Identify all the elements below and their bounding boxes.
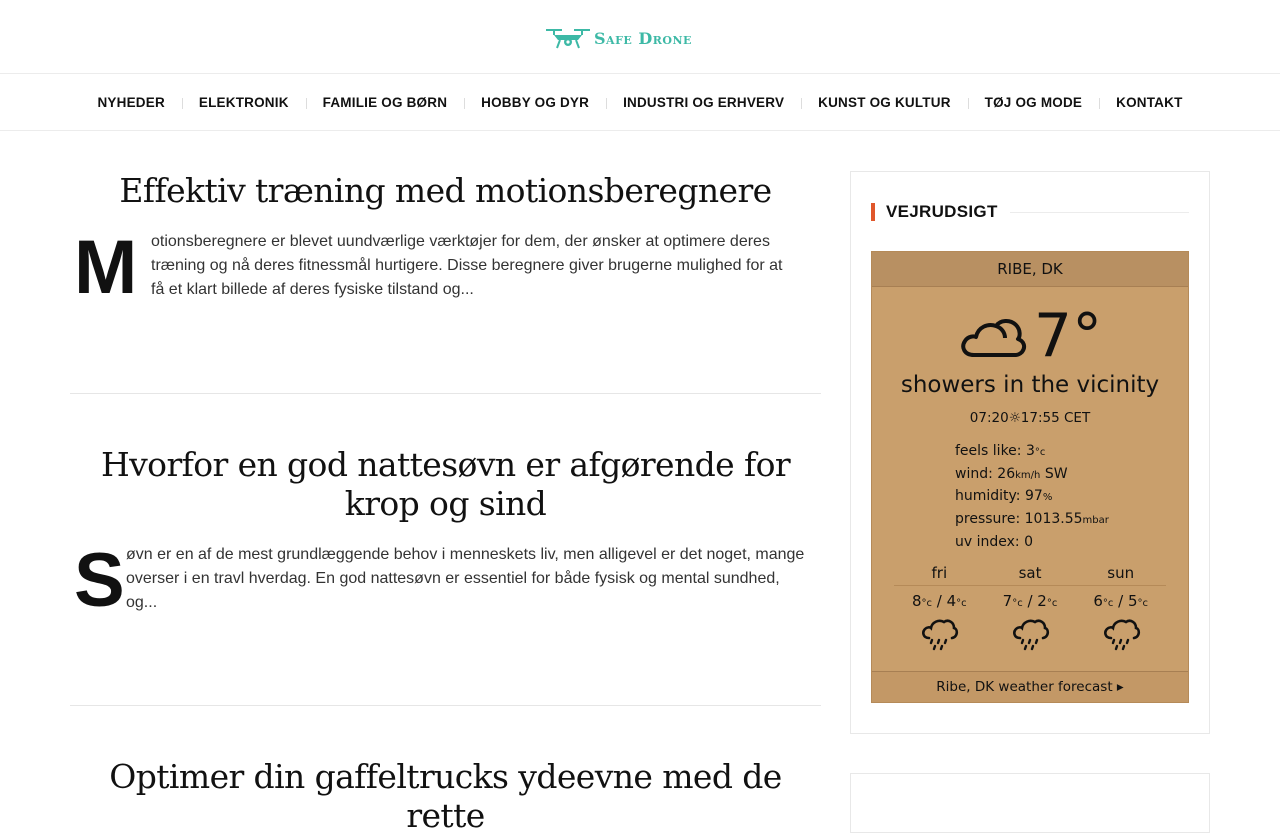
widget-title xyxy=(871,202,1189,222)
dropcap: S xyxy=(74,538,125,623)
weather-details xyxy=(955,441,1109,554)
title-accent-bar xyxy=(871,203,875,221)
forecast-temp: 7°c / 2°c xyxy=(1002,592,1058,610)
nav-item-kontakt[interactable]: KONTAKT xyxy=(1099,95,1199,110)
dropcap: M xyxy=(74,225,138,310)
pressure-row: pressure: 1013.55mbar xyxy=(955,511,1109,528)
weather-card xyxy=(871,251,1189,703)
post-card xyxy=(70,706,821,835)
forecast-item xyxy=(985,592,1076,656)
forecast-days xyxy=(894,564,1166,586)
logo-text: Safe Drone xyxy=(594,28,692,48)
forecast-temp: 6°c / 5°c xyxy=(1093,592,1149,610)
sidebar-widget xyxy=(850,773,1210,833)
post-title[interactable]: Effektiv træning med motionsberegnere xyxy=(119,171,772,210)
wind-row: wind: 26km/h SW xyxy=(955,465,1068,482)
excerpt-text: øvn er en af de mest grundlæggende behov i menneskets liv, men alligevel er det noget, mange overser i en travl hverdag. En god nattesøvn er essentiel for både fysisk og mental sundhed, og... xyxy=(126,546,805,611)
rain-cloud-icon xyxy=(1102,616,1140,652)
nav-item-hobby-og-dyr[interactable]: HOBBY OG DYR xyxy=(464,95,606,110)
forecast-item xyxy=(894,592,985,656)
site-logo[interactable] xyxy=(546,26,692,50)
sunset-time: 17:55 CET xyxy=(1020,410,1091,426)
cloud-icon xyxy=(958,311,1028,361)
uv-index-row: uv index: 0 xyxy=(955,533,1034,550)
weather-current xyxy=(872,301,1188,371)
post-excerpt xyxy=(70,225,821,310)
forecast-day: sun xyxy=(1107,564,1135,582)
weather-forecast-link[interactable]: Ribe, DK weather forecast ▸ xyxy=(872,671,1188,702)
weather-location: RIBE, DK xyxy=(872,252,1188,287)
nav-item-familie-og-boern[interactable]: FAMILIE OG BØRN xyxy=(306,95,465,110)
post-card xyxy=(70,131,821,394)
nav-item-kunst-og-kultur[interactable]: KUNST OG KULTUR xyxy=(801,95,968,110)
humidity-row: humidity: 97% xyxy=(955,488,1053,505)
sun-icon: ☼ xyxy=(1008,410,1021,426)
forecast-temp: 8°c / 4°c xyxy=(911,592,967,610)
title-divider xyxy=(1010,212,1189,213)
post-list xyxy=(70,131,821,835)
post-card xyxy=(70,394,821,706)
nav-item-toej-og-mode[interactable]: TØJ OG MODE xyxy=(968,95,1099,110)
widget-title-text: VEJRUDSIGT xyxy=(886,202,998,221)
current-temp: 7° xyxy=(1033,301,1103,371)
post-excerpt xyxy=(70,538,821,623)
forecast-temps xyxy=(894,592,1166,656)
drone-icon xyxy=(546,26,590,50)
sunrise-time: 07:20 xyxy=(969,410,1009,426)
nav-item-industri-og-erhverv[interactable]: INDUSTRI OG ERHVERV xyxy=(606,95,801,110)
rain-cloud-icon xyxy=(1011,616,1049,652)
post-title[interactable]: Optimer din gaffeltrucks ydeevne med de rette xyxy=(109,757,782,835)
weather-condition: showers in the vicinity xyxy=(900,372,1160,398)
forecast-day: fri xyxy=(931,564,948,582)
excerpt-text: otionsberegnere er blevet uundværlige værktøjer for dem, der ønsker at optimere deres træning og nå deres fitnessmål hurtigere. Disse beregnere giver brugerne mulighed for at få et klart billede af deres fysiske tilstand og... xyxy=(151,233,783,298)
nav-item-elektronik[interactable]: ELEKTRONIK xyxy=(182,95,306,110)
feels-like-row: feels like: 3°c xyxy=(955,443,1046,459)
main-nav xyxy=(0,74,1280,131)
site-header xyxy=(0,0,1280,74)
forecast-item xyxy=(1075,592,1166,656)
nav-item-nyheder[interactable]: NYHEDER xyxy=(97,94,165,110)
rain-cloud-icon xyxy=(920,616,958,652)
forecast-day: sat xyxy=(1018,564,1042,582)
post-title[interactable]: Hvorfor en god nattesøvn er afgørende for krop og sind xyxy=(100,445,791,523)
sun-times xyxy=(872,410,1188,426)
sidebar-weather-widget xyxy=(850,171,1210,734)
